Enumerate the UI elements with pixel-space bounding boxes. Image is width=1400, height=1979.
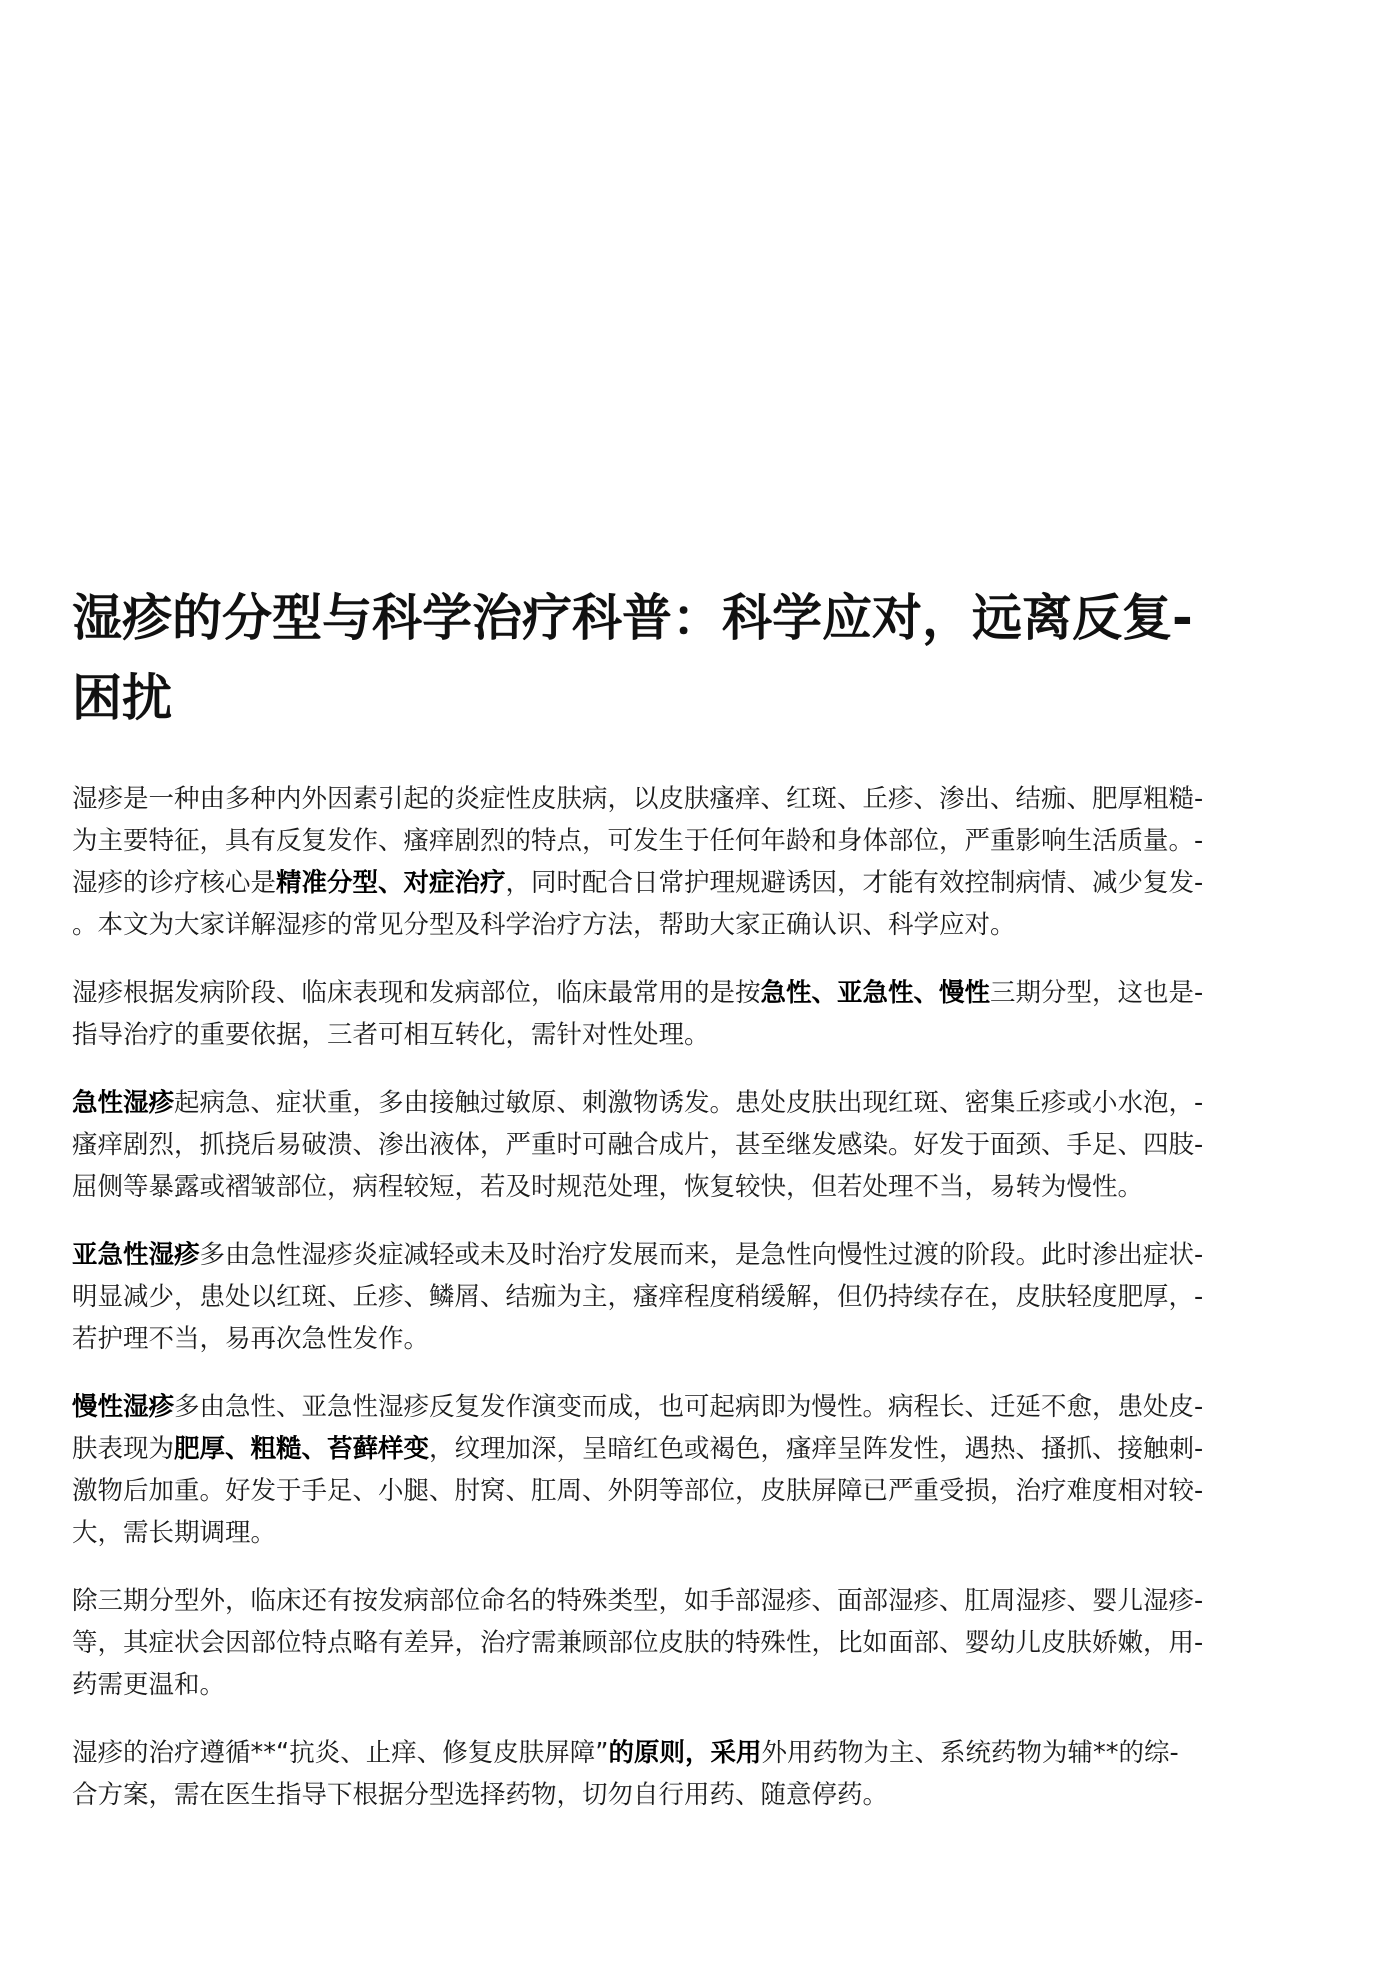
paragraph-line bbox=[72, 1428, 1334, 1470]
body-text: ，纹理加深，呈暗红色或褐色，瘙痒呈阵发性，遇热、搔抓、接触刺- bbox=[429, 1434, 1204, 1464]
body-text: 若护理不当，易再次急性发作。 bbox=[72, 1324, 430, 1354]
paragraph-line bbox=[72, 1234, 1334, 1276]
body-text: 多由急性、亚急性湿疹反复发作演变而成，也可起病即为慢性。病程长、迁延不愈，患处皮- bbox=[174, 1392, 1204, 1422]
paragraph bbox=[72, 1082, 1334, 1208]
emphasis-text: 亚急性湿疹 bbox=[72, 1240, 200, 1270]
title-line: 困扰 bbox=[72, 669, 172, 727]
body-text: 为主要特征，具有反复发作、瘙痒剧烈的特点，可发生于任何年龄和身体部位，严重影响生活质量。- bbox=[72, 826, 1204, 856]
paragraph bbox=[72, 778, 1334, 946]
emphasis-text: 的原则，采用 bbox=[608, 1738, 762, 1768]
body-text: ，同时配合日常护理规避诱因，才能有效控制病情、减少复发- bbox=[505, 868, 1204, 898]
article-title bbox=[72, 578, 1334, 738]
paragraph-line bbox=[72, 1774, 1334, 1816]
paragraph-line bbox=[72, 904, 1334, 946]
paragraph bbox=[72, 1580, 1334, 1706]
emphasis-text: 慢性湿疹 bbox=[72, 1392, 175, 1422]
body-text: 瘙痒剧烈，抓挠后易破溃、渗出液体，严重时可融合成片，甚至继发感染。好发于面颈、手足、四肢- bbox=[72, 1130, 1204, 1160]
emphasis-text: 精准分型、对症治疗 bbox=[276, 868, 506, 898]
paragraph-line bbox=[72, 1318, 1334, 1360]
body-text: 等，其症状会因部位特点略有差异，治疗需兼顾部位皮肤的特殊性，比如面部、婴幼儿皮肤娇嫩，用- bbox=[72, 1628, 1204, 1658]
body-text: 药需更温和。 bbox=[72, 1670, 226, 1700]
body-text: 湿疹的诊疗核心是 bbox=[72, 868, 277, 898]
paragraph-line bbox=[72, 778, 1334, 820]
body-text: 。本文为大家详解湿疹的常见分型及科学治疗方法，帮助大家正确认识、科学应对。 bbox=[72, 910, 1016, 940]
paragraph bbox=[72, 972, 1334, 1056]
emphasis-text: 急性、亚急性、慢性 bbox=[760, 978, 991, 1008]
paragraph-line bbox=[72, 820, 1334, 862]
body-text: 大，需长期调理。 bbox=[72, 1518, 277, 1548]
body-text: 除三期分型外，临床还有按发病部位命名的特殊类型，如手部湿疹、面部湿疹、肛周湿疹、婴儿湿疹- bbox=[72, 1586, 1204, 1616]
paragraph-line bbox=[72, 1664, 1334, 1706]
paragraph-line bbox=[72, 1386, 1334, 1428]
paragraph-line bbox=[72, 862, 1334, 904]
body-text: 三期分型，这也是- bbox=[990, 978, 1204, 1008]
article-body bbox=[72, 778, 1334, 1816]
paragraph-line bbox=[72, 1166, 1334, 1208]
paragraph-line bbox=[72, 1512, 1334, 1554]
paragraph bbox=[72, 1732, 1334, 1816]
paragraph-line bbox=[72, 1580, 1334, 1622]
paragraph-line bbox=[72, 1082, 1334, 1124]
body-text: 多由急性湿疹炎症减轻或未及时治疗发展而来，是急性向慢性过渡的阶段。此时渗出症状- bbox=[199, 1240, 1204, 1270]
paragraph-line bbox=[72, 1276, 1334, 1318]
body-text: 湿疹根据发病阶段、临床表现和发病部位，临床最常用的是按 bbox=[72, 978, 761, 1008]
paragraph-line bbox=[72, 1124, 1334, 1166]
emphasis-text: 肥厚、粗糙、苔藓样变 bbox=[174, 1434, 430, 1464]
paragraph-line bbox=[72, 1622, 1334, 1664]
body-text: 激物后加重。好发于手足、小腿、肘窝、肛周、外阴等部位，皮肤屏障已严重受损，治疗难度相对较- bbox=[72, 1476, 1204, 1506]
body-text: 湿疹是一种由多种内外因素引起的炎症性皮肤病，以皮肤瘙痒、红斑、丘疹、渗出、结痂、肥厚粗糙- bbox=[72, 784, 1204, 814]
paragraph-line bbox=[72, 1732, 1334, 1774]
paragraph-line bbox=[72, 1470, 1334, 1512]
body-text: 湿疹的治疗遵循**“抗炎、止痒、修复皮肤屏障” bbox=[72, 1738, 609, 1768]
body-text: 明显减少，患处以红斑、丘疹、鳞屑、结痂为主，瘙痒程度稍缓解，但仍持续存在，皮肤轻度肥厚，- bbox=[72, 1282, 1204, 1312]
paragraph-line bbox=[72, 1014, 1334, 1056]
body-text: 指导治疗的重要依据，三者可相互转化，需针对性处理。 bbox=[72, 1020, 710, 1050]
body-text: 起病急、症状重，多由接触过敏原、刺激物诱发。患处皮肤出现红斑、密集丘疹或小水泡，- bbox=[174, 1088, 1204, 1118]
emphasis-text: 急性湿疹 bbox=[72, 1088, 175, 1118]
article bbox=[72, 578, 1334, 1842]
paragraph-line bbox=[72, 972, 1334, 1014]
body-text: 屈侧等暴露或褶皱部位，病程较短，若及时规范处理，恢复较快，但若处理不当，易转为慢性。 bbox=[72, 1172, 1144, 1202]
body-text: 合方案，需在医生指导下根据分型选择药物，切勿自行用药、随意停药。 bbox=[72, 1780, 889, 1810]
body-text: 外用药物为主、系统药物为辅**的综- bbox=[761, 1738, 1179, 1768]
title-line: 湿疹的分型与科学治疗科普：科学应对，远离反复- bbox=[72, 589, 1193, 647]
paragraph bbox=[72, 1234, 1334, 1360]
paragraph bbox=[72, 1386, 1334, 1554]
body-text: 肤表现为 bbox=[72, 1434, 175, 1464]
